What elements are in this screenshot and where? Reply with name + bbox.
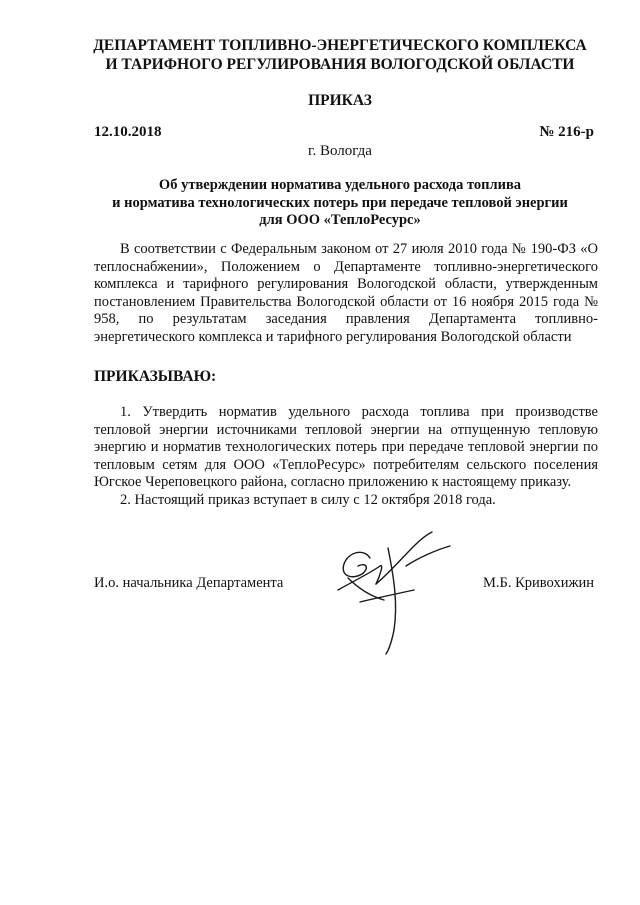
document-subject [60, 177, 620, 230]
document-city: г. Вологда [308, 143, 372, 159]
order-items [94, 404, 598, 510]
preamble-paragraph: В соответствии с Федеральным законом от 27 июля 2010 года № 190-ФЗ «О теплоснабжении», Положением о Департаменте топливно-энергетического комплекса и тарифного регулирования Вологодской области, утвержденным постановлением Правительства Вологодской области от 16 ноября 2015 года № 958, по результатам заседания правления Департамента топливно-энергетического комплекса и тарифного регулирования Вологодской области [94, 241, 598, 345]
order-word: ПРИКАЗЫВАЮ: [94, 368, 217, 385]
signatory-title: И.о. начальника Департамента [94, 575, 284, 591]
document-number: № 216-р [539, 124, 594, 140]
signatory-name: М.Б. Кривохижин [483, 575, 594, 591]
order-item-1: 1. Утвердить норматив удельного расхода топлива при производстве тепловой энергии источниками тепловой энергии на отпущенную тепловую энергию и норматив технологических потерь при передаче тепловой энергии по тепловым сетям для ООО «ТеплоРесурс» потребителям сельского поселения Югское Череповецкого района, согласно приложению к настоящему приказу. [94, 404, 598, 491]
department-header [60, 36, 620, 74]
subject-line-3: для ООО «ТеплоРесурс» [259, 212, 421, 228]
header-line-2: И ТАРИФНОГО РЕГУЛИРОВАНИЯ ВОЛОГОДСКОЙ ОБЛАСТИ [105, 56, 575, 73]
handwritten-signature [318, 518, 478, 658]
preamble-section [94, 241, 598, 347]
order-item-2: 2. Настоящий приказ вступает в силу с 12 октября 2018 года. [120, 491, 496, 508]
document-date: 12.10.2018 [94, 124, 162, 140]
subject-line-1: Об утверждении норматива удельного расхода топлива [158, 177, 522, 193]
subject-line-2: и норматива технологических потерь при передаче тепловой энергии [112, 194, 568, 211]
document-type: ПРИКАЗ [308, 92, 372, 109]
header-line-1: ДЕПАРТАМЕНТ ТОПЛИВНО-ЭНЕРГЕТИЧЕСКОГО КОМПЛЕКСА [93, 37, 587, 54]
